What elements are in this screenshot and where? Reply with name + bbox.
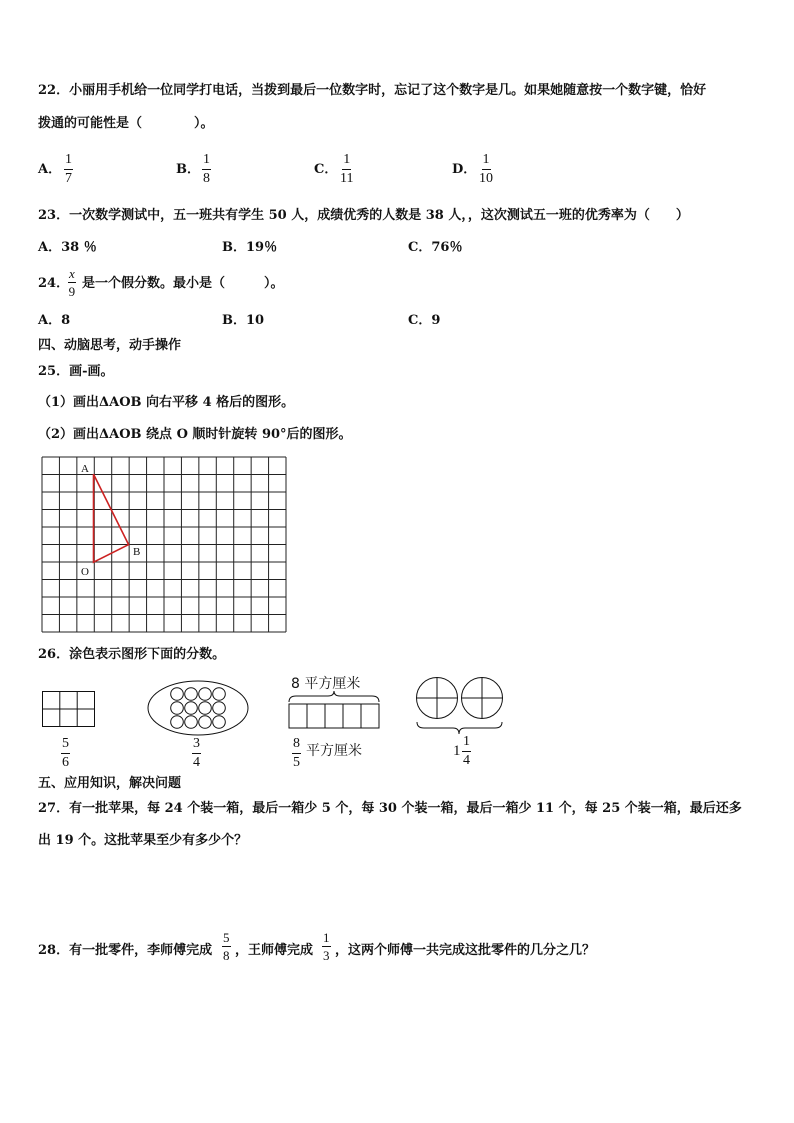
q26-fig3-brace-bar [288, 690, 380, 730]
q22-option-b-num: 1 [202, 153, 211, 170]
q26-fig4-num: 1 [462, 735, 471, 752]
section-5-heading: 五、应用知识，解决问题 [38, 776, 182, 791]
q23-text: 23．一次数学测试中，五一班共有学生 50 人，成绩优秀的人数是 38 人，，这次测试五一班的优秀率为（ ） [38, 208, 689, 223]
q22-option-b-fraction [202, 153, 211, 186]
q25-title: 25．画-画。 [38, 364, 114, 379]
q26-fig2-fraction [192, 737, 201, 770]
q28-f2-den: 3 [323, 948, 330, 963]
label-o: O [81, 566, 89, 578]
q24-option-a: A．8 [38, 313, 71, 328]
label-a: A [81, 463, 89, 475]
q26-fig4-fraction [462, 735, 471, 768]
q27-line2: 出 19 个。这批苹果至少有多少个？ [38, 833, 248, 848]
circle-dots [171, 688, 226, 729]
q22-option-d-den: 10 [479, 171, 493, 186]
q25-sub2: （2）画出ΔAOB 绕点 O 顺时针旋转 90°后的图形。 [38, 427, 352, 442]
q26-fig3-unit: 平方厘米 [306, 743, 362, 759]
q22-option-b-den: 8 [203, 171, 210, 186]
q24-prefix: 24． [38, 276, 70, 291]
q28-fraction-2 [322, 931, 331, 962]
q26-fig1-num: 5 [61, 737, 70, 754]
q22-option-d-fraction [479, 153, 493, 186]
q28-part3: ，这两个师傅一共完成这批零件的几分之几？ [335, 943, 596, 958]
q26-fig3-num: 8 [292, 737, 301, 754]
q28-part1: 28．有一批零件，李师傅完成 [38, 943, 213, 958]
q22-line1: 22．小丽用手机给一位同学打电话，当拨到最后一位数字时，忘记了这个数字是几。如果她随意按一个数字键，恰好 [38, 83, 707, 98]
q22-option-a-num: 1 [64, 153, 73, 170]
q22-option-d-num: 1 [482, 153, 491, 170]
q26-fig1-fraction [61, 737, 70, 770]
q26-fig1-rectangle [42, 691, 95, 727]
q22-option-c-den: 11 [340, 171, 354, 186]
q26-fig3-den: 5 [293, 755, 300, 770]
q22-option-d-label: D． [452, 162, 477, 177]
q24-num: x [69, 266, 75, 281]
q22-option-c-label: C． [314, 162, 338, 177]
brace [417, 722, 502, 734]
q22-option-c-num: 1 [342, 153, 351, 170]
q24-den: 9 [68, 284, 76, 299]
q26-fig4-whole: 1 [453, 743, 461, 759]
q26-fig2-ellipse [147, 680, 249, 736]
q22-option-c-fraction [340, 153, 353, 186]
q26-fig3-fraction [292, 737, 301, 770]
q25-grid-figure [41, 456, 287, 633]
q23-option-a: A．38 ％ [38, 240, 97, 255]
q28-f1-num: 5 [223, 930, 230, 945]
section-4-heading: 四、动脑思考，动手操作 [38, 338, 182, 353]
grid-lines [42, 457, 286, 632]
q26-fig1-den: 6 [62, 755, 69, 770]
q22-option-b-label: B． [176, 162, 200, 177]
q22-option-a-label: A． [38, 162, 62, 177]
q24-option-b: B．10 [222, 313, 265, 328]
q28-f1-den: 8 [223, 948, 230, 963]
q23-option-b: B．19％ [222, 240, 278, 255]
q25-sub1: （1）画出ΔAOB 向右平移 4 格后的图形。 [38, 395, 295, 410]
q24-text: 是一个假分数。最小是（ ）。 [82, 276, 284, 291]
q24-fraction [68, 267, 76, 298]
q26-fig2-den: 4 [193, 755, 200, 770]
q28-f2-num: 1 [323, 930, 330, 945]
triangle-aob [94, 474, 129, 562]
q26-fig4-circles [415, 676, 507, 746]
q26-title: 26．涂色表示图形下面的分数。 [38, 647, 226, 662]
q23-option-c: C．76％ [408, 240, 463, 255]
q22-option-a-fraction [64, 153, 73, 186]
q24-option-c: C．9 [408, 313, 441, 328]
label-b: B [133, 546, 141, 558]
q22-line2: 拨通的可能性是（ ）。 [38, 116, 214, 131]
q26-fig3-top-label: 8 平方厘米 [291, 676, 361, 692]
q28-fraction-1 [222, 931, 231, 962]
q22-option-a-den: 7 [65, 171, 72, 186]
brace [289, 691, 379, 702]
q26-fig2-num: 3 [192, 737, 201, 754]
q28-part2: ，王师傅完成 [235, 943, 314, 958]
q26-fig4-den: 4 [463, 753, 470, 768]
q27-line1: 27．有一批苹果，每 24 个装一箱，最后一箱少 5 个，每 30 个装一箱，最后一箱少 11 个，每 25 个装一箱，最后还多 [38, 801, 742, 816]
